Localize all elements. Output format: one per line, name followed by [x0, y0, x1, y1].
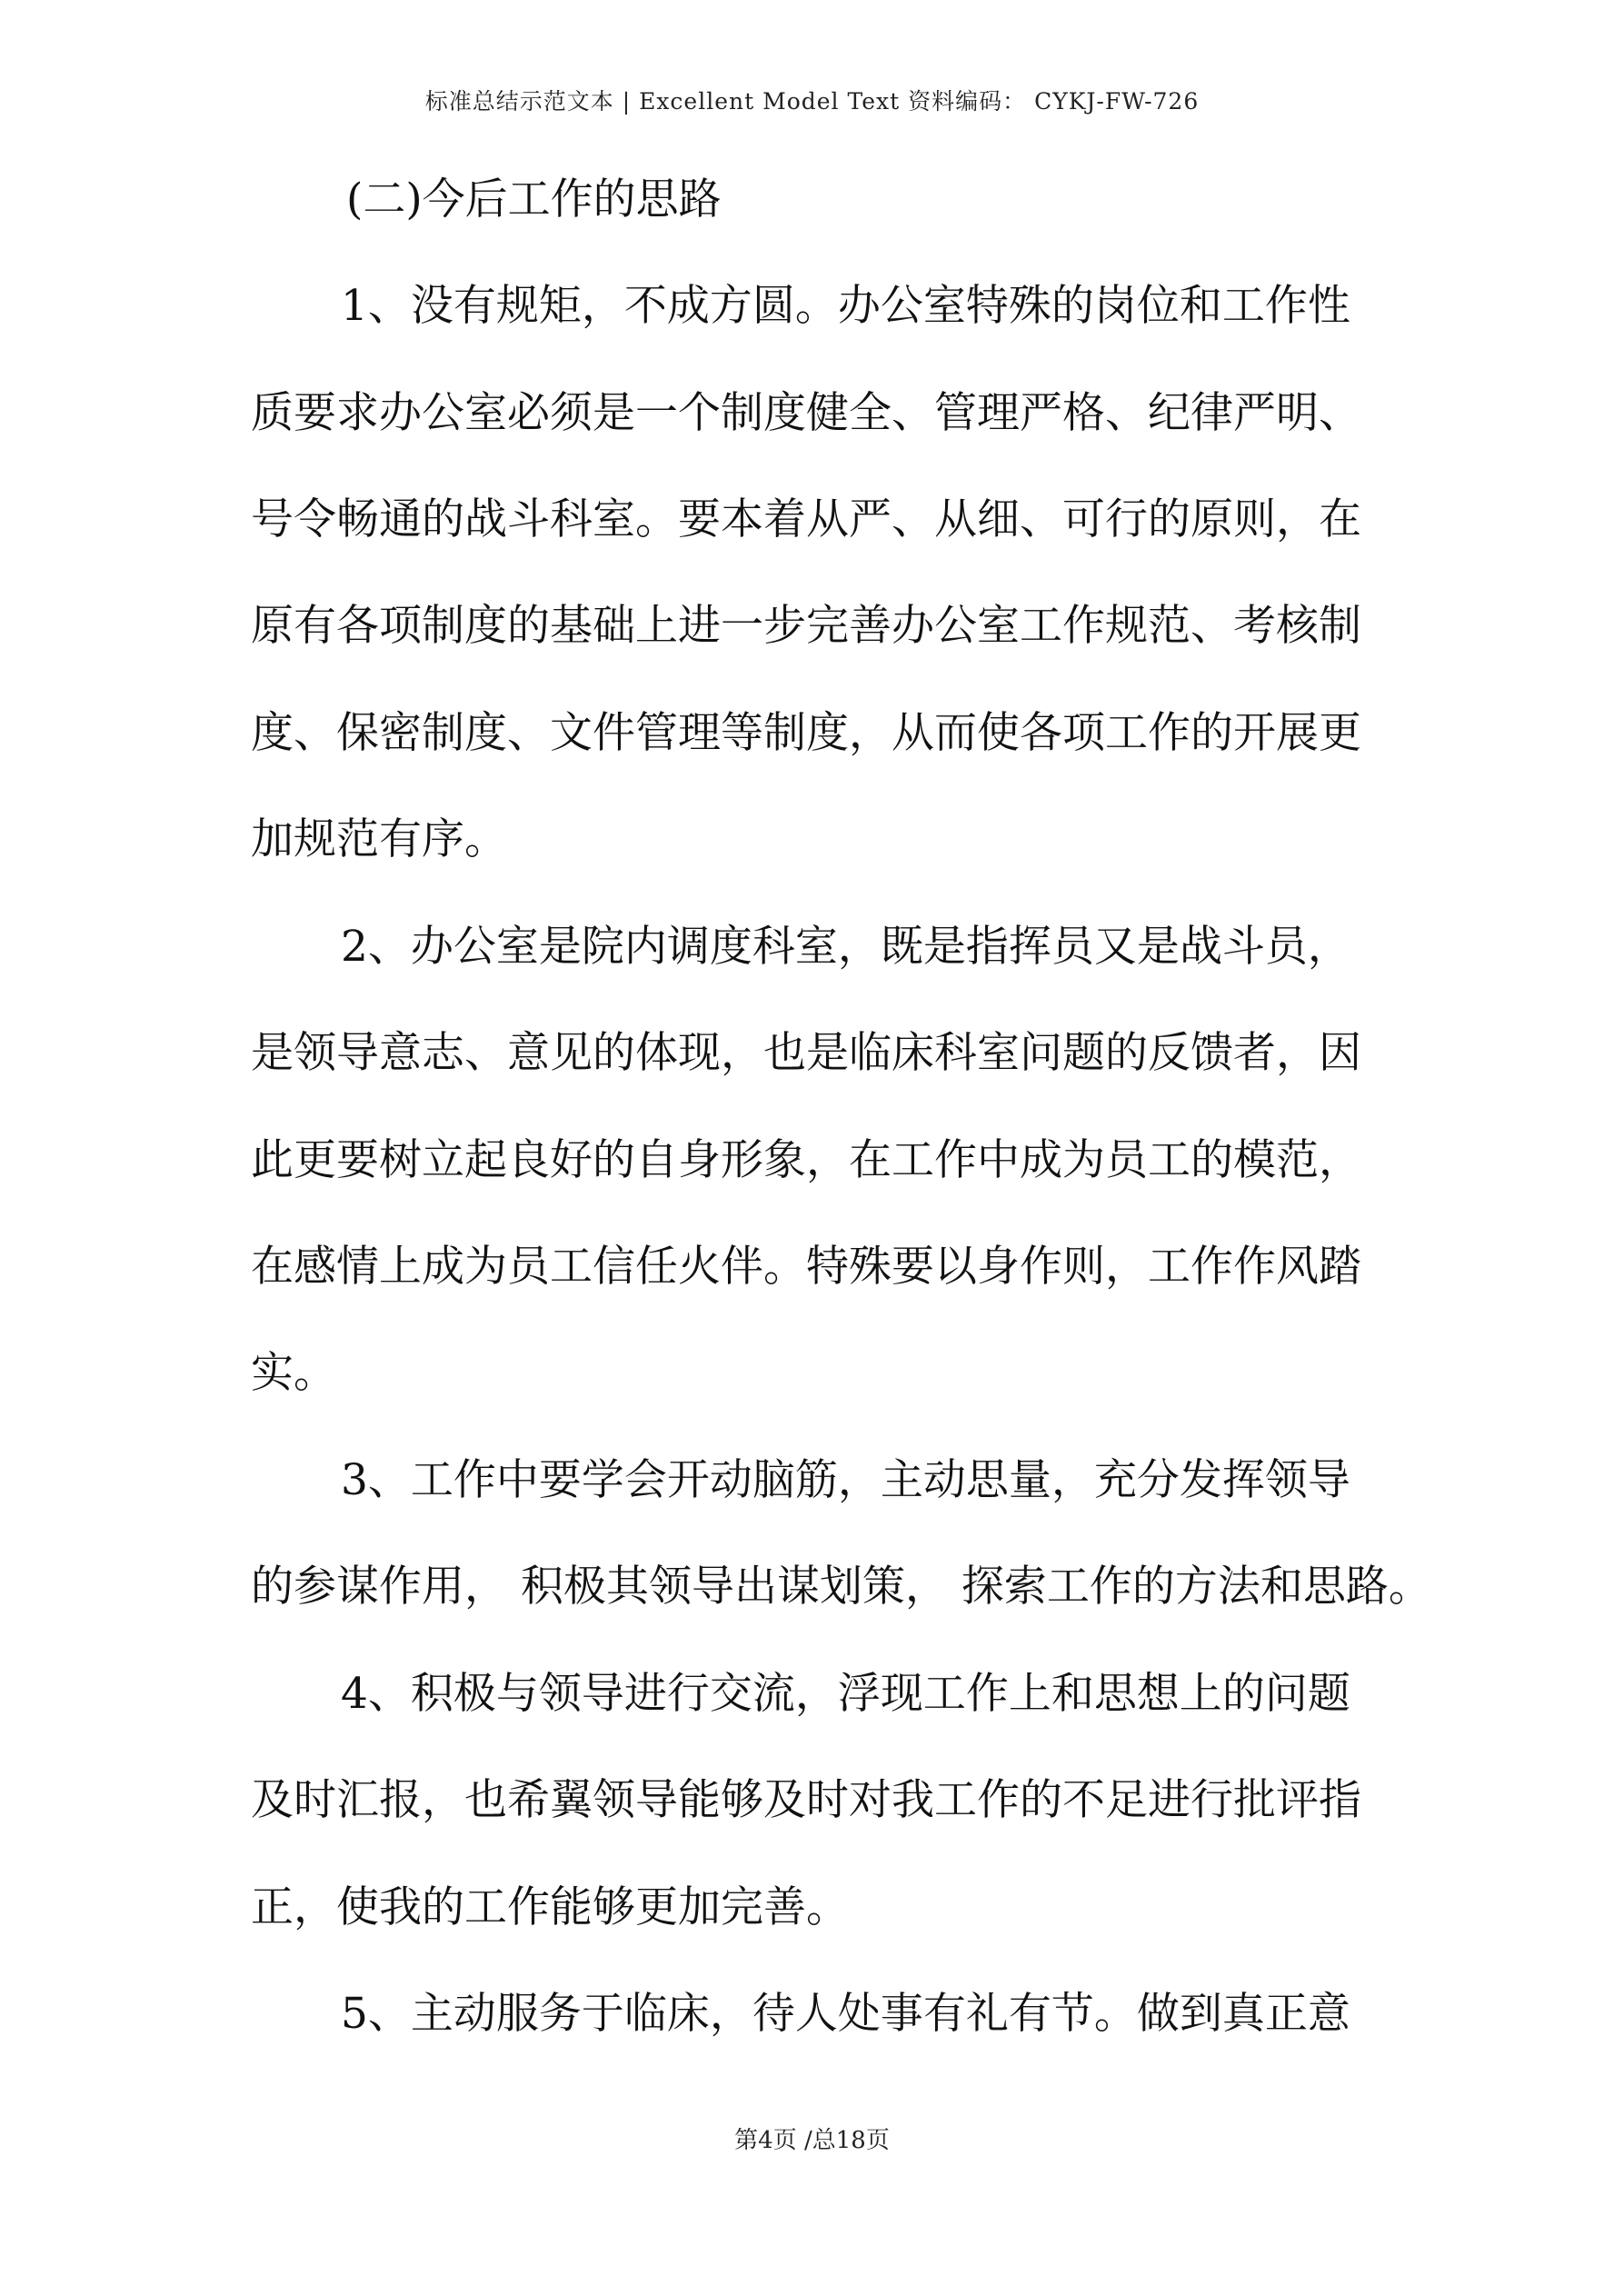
paragraph-line: 及时汇报，也希翼领导能够及时对我工作的不足进行批评指 — [251, 1775, 1361, 1825]
paragraph-line: 是领导意志、意见的体现，也是临床科室问题的反馈者，因 — [251, 1028, 1361, 1078]
paragraph-line: 号令畅通的战斗科室。要本着从严、从细、可行的原则，在 — [251, 494, 1361, 544]
paragraph-line: 的参谋作用， 积极其领导出谋划策， 探索工作的方法和思路。 — [251, 1562, 1431, 1612]
document-header: 标准总结示范文本 | Excellent Model Text 资料编码： CYKJ-FW-726 — [424, 88, 1200, 115]
page-number: 第4页 /总18页 — [734, 2127, 890, 2154]
paragraph-line: 此更要树立起良好的自身形象，在工作中成为员工的模范， — [251, 1135, 1361, 1185]
paragraph-line: 4、积极与领导进行交流，浮现工作上和思想上的问题 — [341, 1669, 1350, 1719]
paragraph-line: 2、办公室是院内调度科室，既是指挥员又是战斗员， — [341, 922, 1350, 972]
paragraph-line: 3、工作中要学会开动脑筋，主动思量，充分发挥领导 — [341, 1455, 1350, 1505]
paragraph-line: 5、主动服务于临床，待人处事有礼有节。做到真正意 — [341, 1989, 1350, 2039]
paragraph-line: 质要求办公室必须是一个制度健全、管理严格、纪律严明、 — [251, 388, 1361, 438]
paragraph-line: 度、保密制度、文件管理等制度，从而使各项工作的开展更 — [251, 708, 1361, 758]
paragraph-line: 实。 — [251, 1348, 336, 1398]
paragraph-line: 1、没有规矩，不成方圆。办公室特殊的岗位和工作性 — [341, 281, 1350, 331]
paragraph-line: 原有各项制度的基础上进一步完善办公室工作规范、考核制 — [251, 601, 1361, 651]
paragraph-line: 在感情上成为员工信任火伴。特殊要以身作则，工作作风踏 — [251, 1242, 1361, 1292]
paragraph-line: 正，使我的工作能够更加完善。 — [251, 1882, 849, 1932]
paragraph-line: 加规范有序。 — [251, 814, 507, 864]
section-heading: (二)今后工作的思路 — [346, 175, 722, 225]
